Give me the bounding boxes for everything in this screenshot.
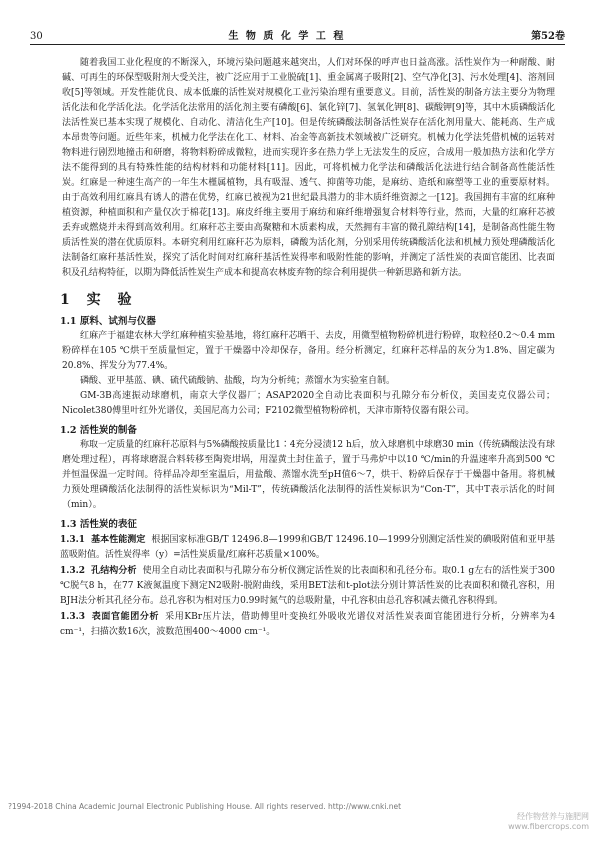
page-number: 30 — [30, 31, 43, 42]
section-title: 实 验 — [86, 292, 138, 308]
copyright-footer: ?1994-2018 China Academic Journal Electronic Publishing House. All rights reserved. http://www.cnki.net — [8, 802, 402, 811]
item-1-3-3 — [60, 610, 555, 640]
reagents-paragraph: 磷酸、亚甲基蓝、碘、硫代硫酸钠、盐酸，均为分析纯；蒸馏水为实验室自制。 — [80, 376, 396, 386]
item-title: 基本性能测定 — [91, 535, 146, 545]
item-1-3-2 — [60, 564, 555, 609]
item-title: 表面官能团分析 — [91, 612, 160, 622]
running-header — [30, 26, 565, 42]
subsection-heading-1-3: 1.3 活性炭的表征 — [60, 519, 137, 530]
instruments-paragraph: GM-3B高速振动球磨机，南京大学仪器厂；ASAP2020全自动比表面积与孔隙分布分析仪，美国麦克仪器公司；Nicolet380傅里叶红外光谱仪，美国尼高力公司；F2102微型植物粉碎机，天津市斯特仪器有限公司。 — [62, 391, 555, 416]
intro-paragraph: 随着我国工业化程度的不断深入，环境污染问题越来越突出，人们对环保的呼声也日益高涨。活性炭作为一种耐酸、耐碱、可再生的环保型吸附剂大受关注，被广泛应用于工业脱硫[1]、重金属离子吸附[2]、空气净化[3]、污水处理[4]、溶剂回收[5]等领域。开发性能优良、成本低廉的活性炭对规模化工业污染治理有重要意义。目前，活性炭的制备方法主要分为物理活化法和化学活化法。化学活化法常用的活化剂主要有磷酸[6]、氯化锌[7]、氢氧化钾[8]、碳酸钾[9]等，其中木质磷酸活化法活性炭已基本实现了规模化、自动化、清洁化生产[10]。但是传统磷酸法制备活性炭存在活化剂用量大、能耗高、生产成本昂贵等问题。近些年来，机械力化学法在化工、材料、冶金等高新技术领域被广泛研究。机械力化学法凭借机械的运转对物料进行剧烈地撞击和研磨，将物料粉碎成微粒，进而实现许多在热力学上无法发生的反应，合成用一般加热方法和化学方法不能得到的具有特殊性能的结构材料和功能材料[11]。因此，可将机械力化学法和磷酸活化法进行结合制备高性能活性炭。红麻是一种速生高产的一年生木槿属植物，具有吸湿、透气、抑菌等功能，是麻纺、造纸和麻塑等工业的重要原材料。由于高效利用红麻具有诱人的潜在优势，红麻已被视为21世纪最具潜力的非木质纤维资源之一[12]。我国拥有丰富的红麻种植资源，种植面积和产量仅次于棉花[13]。麻皮纤维主要用于麻纺和麻纤维增强复合材料等行业，然而，大量的红麻秆芯被丢弃或燃烧并未得到高效利用。红麻秆芯主要由高聚糖和木质素构成，天然拥有丰富的微孔隙结构[14]，是制备高性能生物质活性炭的潜在优质原料。本研究利用红麻秆芯为原料，磷酸为活化剂，分别采用传统磷酸活化法和机械力预处理磷酸活化法制备红麻秆基活性炭，探究了活化时间对红麻秆基活性炭得率和吸附性能的影响，并测定了活性炭的表面官能团、比表面积及孔结构特征，以期为降低活性炭生产成本和提高农林废弃物的综合利用提供一种新思路和新方法。 — [62, 58, 555, 278]
item-number: 1.3.2 — [60, 566, 86, 576]
watermark-line-2: www.fibercrops.com — [508, 822, 589, 831]
preparation-paragraph: 称取一定质量的红麻秆芯原料与5%磷酸按质量比1∶4充分浸渍12 h后，放入球磨机中球磨30 min（传统磷酸法没有球磨处理过程），再将球磨混合料转移至陶瓷坩埚，用湿黄土封住盖子，置于马弗炉中以10 ℃/min的升温速率升高到500 ℃并恒温保温一定时间。待样品冷却至室温后，用盐酸、蒸馏水洗至pH值6～7，烘干、粉碎后保存于干燥器中备用。将机械力预处理磷酸活化法制得的活性炭标识为“Mil-T”，传统磷酸活化法制得的活性炭标识为“Con-T”，其中T表示活化的时间（min）。 — [62, 440, 555, 510]
item-title: 孔结构分析 — [91, 566, 137, 576]
item-text: 根据国家标准GB/T 12496.8—1999和GB/T 12496.10—1999分别测定活性炭的碘吸附值和亚甲基蓝吸附值。活性炭得率（y）=活性炭质量/红麻秆芯质量×100%。 — [60, 535, 555, 560]
volume-label: 第52卷 — [531, 31, 565, 42]
item-1-3-1 — [60, 533, 555, 563]
materials-paragraph: 红麻产于福建农林大学红麻种植实验基地，将红麻秆芯晒干、去皮，用微型植物粉碎机进行粉碎，取粒径0.2～0.4 mm粉碎样在105 ℃烘干至质量恒定，置于干燥器中冷却保存，备用。经分析测定，红麻秆芯样品的灰分为1.8%、固定碳为20.8%、挥发分为77.4%。 — [62, 331, 555, 371]
item-text: 采用KBr压片法，借助傅里叶变换红外吸收光谱仪对活性炭表面官能团进行分析，分辨率为4 cm⁻¹，扫描次数16次，波数范围400～4000 cm⁻¹。 — [60, 612, 555, 637]
item-number: 1.3.3 — [60, 612, 86, 622]
subsection-heading-1-2: 1.2 活性炭的制备 — [60, 425, 137, 436]
watermark-line-1: 经作物营养与施肥网 — [517, 812, 589, 821]
section-heading — [60, 293, 555, 308]
item-text: 使用全自动比表面积与孔隙分布分析仪测定活性炭的比表面积和孔径分布。取0.1 g左右的活性炭于300 ℃脱气8 h，在77 K液氮温度下测定N2吸附-脱附曲线，采用BET法和t-plot法分别计算活性炭的比表面积和微孔容积，用BJH法分析其孔径分布。总孔容积为相对压力0.99时氮气的总吸附量，中孔容积由总孔容积减去微孔容积得到。 — [60, 566, 555, 606]
header-rule — [30, 44, 565, 45]
subsection-heading-1-1: 1.1 原料、试剂与仪器 — [60, 316, 156, 327]
article-body — [62, 56, 555, 640]
item-number: 1.3.1 — [60, 535, 86, 545]
watermark — [508, 812, 589, 832]
section-number: 1 — [60, 292, 76, 308]
journal-name: 生 物 质 化 学 工 程 — [228, 31, 346, 42]
